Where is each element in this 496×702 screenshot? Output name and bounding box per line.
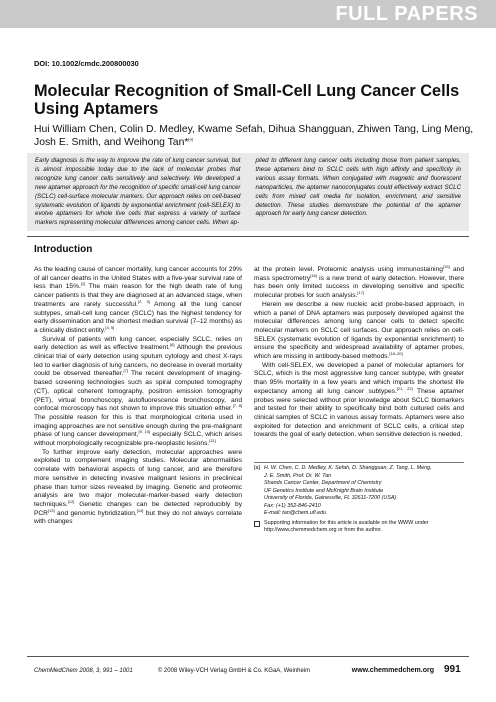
footnote-line: Shands Cancer Center, Department of Chemistry xyxy=(264,480,382,486)
section-heading-introduction: Introduction xyxy=(34,244,93,255)
abstract-box xyxy=(27,153,469,231)
paragraph: Herein we describe a new nucleic acid probe-based approach, in which a panel of DNA aptamers was purposely developed against the molecular differences among lung cancer cells to detect specific molecular markers on SCLC cell surfaces. Our approach relies on cell-SELEX (systematic evolution of ligands by exponential enrichment) to ensure the specificity and widespread availability of aptamer probes, which are missing in antibody-based methods.[18–20] xyxy=(254,300,464,361)
supporting-info-note: Supporting information for this article is available on the WWW under http://www.chemmedchem.org or from the author. xyxy=(264,519,429,533)
author-affil-mark: [a] xyxy=(188,136,193,142)
footer-divider xyxy=(27,656,469,657)
footnote-line: UF Genetics Institute and McKnight Brain Institute xyxy=(264,487,384,494)
paragraph: With cell-SELEX, we developed a panel of molecular aptamers for SCLC, which is the most aggressive lung cancer subtype, with greater than 95% mortality in a few years and which imparts the shortest life expectancy among all lung cancer subtypes.[21, 22] These aptamer probes were selected without prior knowledge about SCLC biomarkers and tested for their ability to specifically bind both cultured cells and clinical samples of SCLC in various assay formats. Aptamers were also exploited for detection and enrichment of SCLC cells, a critical step towards the goal of early detection, when sensitive detection is needed. xyxy=(254,361,465,439)
paragraph: at the protein level. Proteomic analysis using immunostaining[15] and mass spectrometry[16] is a new trend of early detection. However, there has been only limited success in developing sensitive and specific molecular probes for such analysis.[17] xyxy=(254,263,464,300)
header-band xyxy=(0,0,496,28)
author-names: Hui William Chen, Colin D. Medley, Kwame Sefah, Dihua Shangguan, Zhiwen Tang, Ling Meng, Josh E. Smith, and Weihong Tan* xyxy=(34,124,474,148)
abstract-col-2: plied to different lung cancer cells including those from patient samples, these aptamers bind to SCLC cells with high affinity and specificity in various assay formats. When conjugated with magnetic and fluorescent nanoparticles, the aptamer nanoconjugates could effectively extract SCLC cells from mixed cell media for isolation, enrichment, and sensitive detection. These studies demonstrate the potential of the aptamer approach for early lung cancer detection. xyxy=(255,157,461,218)
article-title: Molecular Recognition of Small-Cell Lung Cancer Cells Using Aptamers xyxy=(34,82,460,118)
doi: DOI: 10.1002/cmdc.200800030 xyxy=(34,59,139,68)
footnote-line: E-mail: tan@chem.ufl.edu xyxy=(264,510,327,516)
footnote-line: J. E. Smith, Prof. Dr. W. Tan xyxy=(264,472,332,479)
footnote-line: Fax: (+1) 352-846-2410 xyxy=(264,502,321,509)
paragraph: As the leading cause of cancer mortality, lung cancer accounts for 29% of all cancer deaths in the United States with a five-year survival rate of less than 15%.[1] The main reason for the high death rate of lung cancer patients is that they are diagnosed at an advanced stage, when treatments are rarely successful.[2, 3] Among all the lung cancer subtypes, small-cell lung cancer (SCLC) has the highest tendency for early dissemination and the shortest median survival (7–12 months) as a clinically distinct entity.[4, 5] xyxy=(34,266,242,334)
affiliation-footnote xyxy=(254,465,468,535)
copyright: © 2008 Wiley-VCH Verlag GmbH & Co. KGaA, Weinheim xyxy=(157,668,311,674)
footnote-divider xyxy=(254,462,464,463)
journal-url[interactable]: www.chemmedchem.org xyxy=(351,667,434,674)
body-column-left xyxy=(34,266,242,527)
paragraph: To further improve early detection, molecular approaches were exploited to complement imaging studies. Molecular abnormalities correlate with behavioral aspects of lung cancer, and are therefore more sensitive in detecting invasive malignant lesions in preclinical phase than tumor sizes revealed by imaging. Genetic and proteomic analysis are two major molecular-marker-based early detection techniques.[12] Genetic changes can be detected reproducibly by PCR[13] and genomic hybridization,[14] but they do not always correlate with changes xyxy=(34,448,242,526)
journal-citation: ChemMedChem 2008, 3, 991 – 1001 xyxy=(34,668,133,674)
supporting-info-icon xyxy=(254,521,260,527)
page-number: 991 xyxy=(444,664,461,675)
body-column-right xyxy=(254,263,465,440)
footnote-line: University of Florida, Gainesville, FL 32611-7200 (USA) xyxy=(264,495,397,501)
section-label: FULL PAPERS xyxy=(335,3,478,25)
paragraph: Survival of patients with lung cancer, especially SCLC, relies on early detection as well as effective treatment.[6] Although the previous clinical trial of early detection using sputum cytology and chest X-rays led to earlier diagnosis of lung cancers, no decrease in overall mortality could be observed thereafter.[7] The recent development of imaging-based screening technologies such as spiral computed tomography (CT), optical coherent tomography, positron emission tomography (PET), virtual bronchoscopy, autofluorescence bronchoscopy, and confocal microscopy has not shown to improve this situation either.[7, 8] The possible reason for this is that morphological criteria used in imaging approaches are not sensitive enough during the pre-malignant phase of lung cancer development,[9, 10] especially SCLC, which arises without morphologically recognizable pre-neoplastic lesions.[11] xyxy=(34,335,242,448)
abstract-col-1: Early diagnosis is the way to improve the rate of lung cancer survival, but is almost impossible today due to the lack of molecular probes that recognize lung cancer cells sensitively and selectively. We developed a new aptamer approach for the recognition of specific small-cell lung cancer (SCLC) cell-surface molecular markers. Our approach relies on cell-based systematic evolution of ligands by exponential enrichment (cell-SELEX) to evolve aptamers for whole live cells that express a variety of surface markers representing molecular differences among cancer cells. When ap- xyxy=(35,157,241,227)
author-list xyxy=(34,123,474,149)
divider xyxy=(27,236,469,237)
page-footer xyxy=(34,664,464,675)
footnote-line: H. W. Chen, C. D. Medley, K. Sefah, D. Shangguan, Z. Tang, L. Meng, xyxy=(264,465,432,471)
footnote-mark: [a] xyxy=(254,465,260,471)
